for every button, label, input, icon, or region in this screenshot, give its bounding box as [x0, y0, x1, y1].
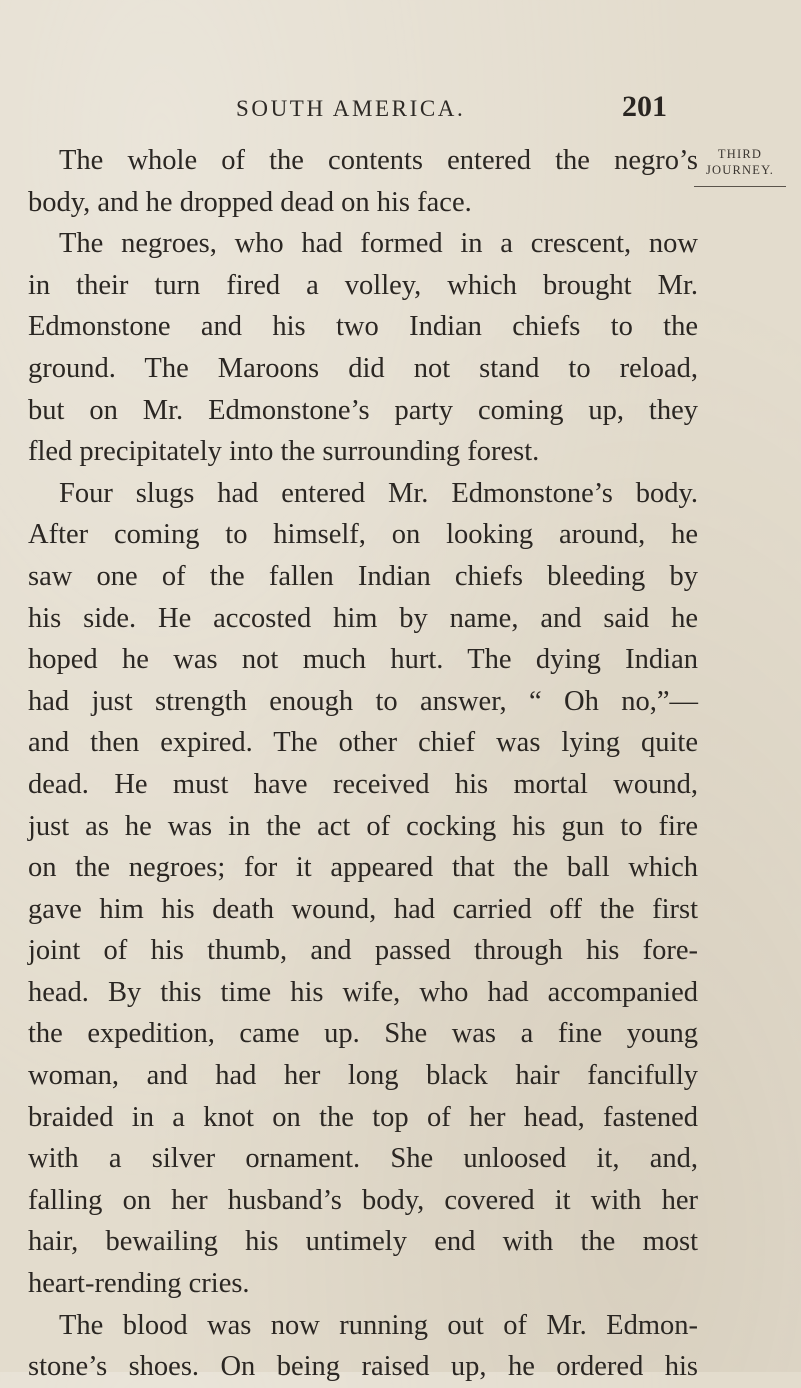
text-line: Four slugs had entered Mr. Edmonstone’s body. [59, 477, 698, 509]
text-line: dead. He must have received his mortal wound, [28, 768, 698, 800]
running-head [0, 90, 801, 136]
marginal-note-line: JOURNEY. [705, 163, 775, 177]
text-line: falling on her husband’s body, covered it with her [28, 1184, 698, 1216]
text-line: the expedition, came up. She was a fine young [28, 1018, 698, 1050]
text-line: After coming to himself, on looking around, he [28, 519, 698, 551]
text-line: stone’s shoes. On being raised up, he ordered his [28, 1351, 698, 1383]
running-title: SOUTH AMERICA. [236, 96, 466, 121]
text-line: and then expired. The other chief was lying quite [28, 727, 698, 759]
text-line: joint of his thumb, and passed through his fore- [28, 935, 698, 967]
text-line: The negroes, who had formed in a crescent, now [59, 228, 698, 260]
text-line: heart-rending cries. [28, 1268, 250, 1300]
text-line: had just strength enough to answer, “ Oh no,”— [28, 685, 698, 717]
text-line: his side. He accosted him by name, and said he [28, 602, 698, 634]
text-line: but on Mr. Edmonstone’s party coming up, they [28, 394, 698, 426]
marginal-note [690, 146, 790, 187]
marginal-note-line: THIRD [717, 147, 763, 161]
text-line: fled precipitately into the surrounding forest. [28, 436, 540, 468]
text-line: gave him his death wound, had carried off the first [28, 893, 698, 925]
text-line: body, and he dropped dead on his face. [28, 186, 472, 218]
marginal-rule [694, 186, 786, 187]
text-line: hoped he was not much hurt. The dying Indian [28, 644, 698, 676]
text-line: head. By this time his wife, who had accompanied [28, 976, 698, 1008]
body-text [28, 140, 698, 1388]
text-line: ground. The Maroons did not stand to reload, [28, 352, 698, 384]
text-line: hair, bewailing his untimely end with the most [28, 1226, 698, 1258]
text-line: with a silver ornament. She unloosed it, and, [28, 1143, 698, 1175]
text-line: saw one of the fallen Indian chiefs bleeding by [28, 560, 698, 592]
text-line: in their turn fired a volley, which brought Mr. [28, 269, 698, 301]
text-line: just as he was in the act of cocking his gun to fire [28, 810, 698, 842]
text-line: The blood was now running out of Mr. Edmon- [59, 1309, 698, 1341]
text-line: Edmonstone and his two Indian chiefs to the [28, 311, 698, 343]
text-line: braided in a knot on the top of her head, fastened [28, 1101, 698, 1133]
text-line: on the negroes; for it appeared that the ball which [28, 852, 698, 884]
text-line: The whole of the contents entered the negro’s [59, 145, 698, 176]
page-number: 201 [622, 90, 667, 123]
text-line: woman, and had her long black hair fancifully [28, 1060, 698, 1092]
